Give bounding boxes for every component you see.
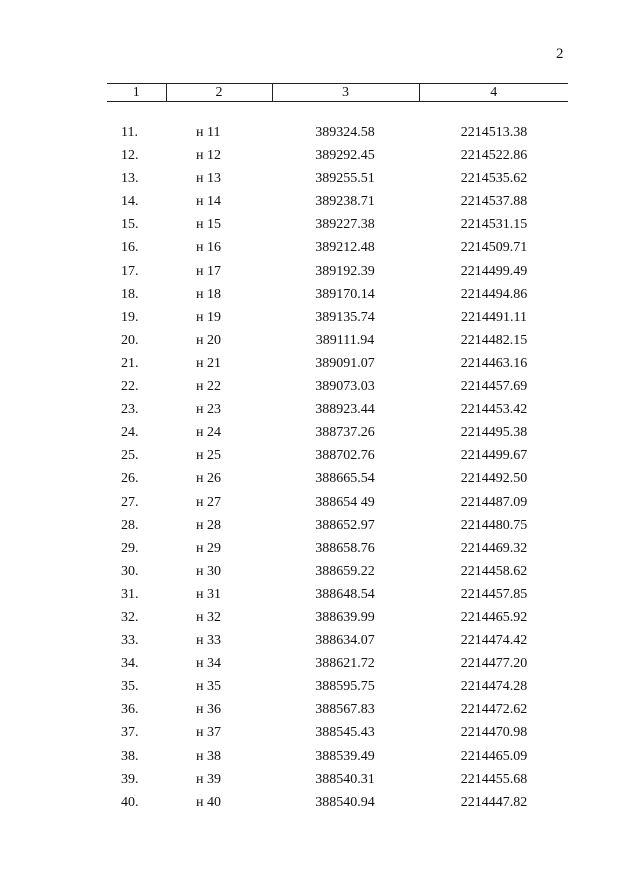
table-row <box>0 236 640 259</box>
point-id: н 26 <box>196 471 221 487</box>
coordinate-x: 388634.07 <box>315 633 375 649</box>
coordinate-y: 2214465.92 <box>460 609 528 625</box>
point-id: н 13 <box>196 171 221 187</box>
coordinate-x: 389227.38 <box>315 217 375 233</box>
coordinate-y: 2214487.09 <box>460 494 528 510</box>
coordinate-x: 389192.39 <box>315 263 375 279</box>
point-id: н 30 <box>196 563 221 579</box>
coordinate-y: 2214531.15 <box>460 217 528 233</box>
coordinate-x: 389212.48 <box>315 240 375 256</box>
coordinate-y: 2214480.75 <box>460 517 528 533</box>
point-id: н 23 <box>196 402 221 418</box>
table-row <box>0 283 640 306</box>
row-number: 31. <box>121 586 139 602</box>
table-row <box>0 167 640 190</box>
table-row <box>0 629 640 652</box>
table-row <box>0 745 640 768</box>
coordinate-x: 389292.45 <box>315 148 375 164</box>
coordinate-x: 388702.76 <box>315 448 375 464</box>
table-row <box>0 190 640 213</box>
coordinate-y: 2214513.38 <box>460 125 528 140</box>
point-id: н 31 <box>196 586 221 602</box>
row-number: 23. <box>121 402 139 418</box>
point-id: н 19 <box>196 309 221 325</box>
point-id: н 27 <box>196 494 221 510</box>
coordinate-x: 389255.51 <box>315 171 375 187</box>
coordinate-y: 2214457.69 <box>460 379 528 395</box>
coordinate-x: 388923.44 <box>315 402 375 418</box>
row-number: 15. <box>121 217 139 233</box>
coordinate-y: 2214494.86 <box>460 286 528 302</box>
coordinate-y: 2214535.62 <box>460 171 528 187</box>
coordinate-x: 388658.76 <box>315 540 375 556</box>
row-number: 30. <box>121 563 139 579</box>
table-row <box>0 421 640 444</box>
coordinate-x: 388652.97 <box>315 517 375 533</box>
row-number: 34. <box>121 656 139 672</box>
row-number: 24. <box>121 425 139 441</box>
coordinate-y: 2214455.68 <box>460 771 528 787</box>
coordinate-x: 389073.03 <box>315 379 375 395</box>
table-row <box>0 514 640 537</box>
coordinate-y: 2214522.86 <box>460 148 528 164</box>
coordinate-y: 2214491.11 <box>461 309 527 325</box>
row-number: 40. <box>121 794 139 810</box>
row-number: 39. <box>121 771 139 787</box>
table-row <box>0 352 640 375</box>
coordinate-x: 388539.49 <box>315 748 375 764</box>
point-id: н 29 <box>196 540 221 556</box>
table-row <box>0 144 640 167</box>
table-row <box>0 467 640 490</box>
row-number: 18. <box>121 286 139 302</box>
table-row <box>0 583 640 606</box>
point-id: н 35 <box>196 679 221 695</box>
coordinate-y: 2214482.15 <box>460 332 528 348</box>
row-number: 12. <box>121 148 139 164</box>
coordinate-x: 388737.26 <box>315 425 375 441</box>
row-number: 27. <box>121 494 139 510</box>
point-id: н 40 <box>196 794 221 810</box>
table-row <box>0 560 640 583</box>
coordinate-x: 388665.54 <box>315 471 375 487</box>
row-number: 17. <box>121 263 139 279</box>
coordinate-y: 2214509.71 <box>460 240 528 256</box>
row-number: 16. <box>121 240 139 256</box>
coordinate-x: 388567.83 <box>315 702 375 718</box>
row-number: 33. <box>121 633 139 649</box>
coordinate-x: 388545.43 <box>315 725 375 741</box>
coordinate-y: 2214463.16 <box>460 355 528 371</box>
coordinate-y: 2214469.32 <box>460 540 528 556</box>
coordinate-x: 389324.58 <box>315 125 375 140</box>
point-id: н 12 <box>196 148 221 164</box>
point-id: н 37 <box>196 725 221 741</box>
row-number: 11. <box>121 125 138 140</box>
coordinate-x: 389238.71 <box>315 194 375 210</box>
table-row <box>0 444 640 467</box>
coordinate-y: 2214537.88 <box>460 194 528 210</box>
header-col-2: 2 <box>166 84 272 102</box>
table-row <box>0 791 640 814</box>
coordinate-x: 388654 49 <box>315 494 375 510</box>
header-col-3: 3 <box>272 84 419 102</box>
row-number: 19. <box>121 309 139 325</box>
row-number: 36. <box>121 702 139 718</box>
row-number: 35. <box>121 679 139 695</box>
point-id: н 32 <box>196 609 221 625</box>
table-body <box>0 121 640 814</box>
coordinate-y: 2214457.85 <box>460 586 528 602</box>
table-row <box>0 606 640 629</box>
coordinate-x: 388540.94 <box>315 794 375 810</box>
table-row <box>0 121 640 144</box>
point-id: н 39 <box>196 771 221 787</box>
coordinate-x: 389135.74 <box>315 309 375 325</box>
coordinate-x: 388648.54 <box>315 586 375 602</box>
coordinate-y: 2214492.50 <box>460 471 528 487</box>
coordinate-x: 389111.94 <box>315 332 375 348</box>
point-id: н 21 <box>196 355 221 371</box>
coordinate-y: 2214453.42 <box>460 402 528 418</box>
coordinate-y: 2214465.09 <box>460 748 528 764</box>
coordinate-y: 2214472.62 <box>460 702 528 718</box>
table-row <box>0 398 640 421</box>
row-number: 13. <box>121 171 139 187</box>
row-number: 32. <box>121 609 139 625</box>
point-id: н 34 <box>196 656 221 672</box>
point-id: н 20 <box>196 332 221 348</box>
row-number: 22. <box>121 379 139 395</box>
row-number: 38. <box>121 748 139 764</box>
point-id: н 22 <box>196 379 221 395</box>
point-id: н 17 <box>196 263 221 279</box>
table-row <box>0 768 640 791</box>
coordinate-y: 2214458.62 <box>460 563 528 579</box>
header-col-1: 1 <box>107 84 166 102</box>
coordinate-y: 2214495.38 <box>460 425 528 441</box>
table-header <box>107 83 568 102</box>
table-row <box>0 721 640 744</box>
row-number: 20. <box>121 332 139 348</box>
coordinate-x: 388595.75 <box>315 679 375 695</box>
coordinate-y: 2214447.82 <box>460 794 528 810</box>
point-id: н 33 <box>196 633 221 649</box>
point-id: н 18 <box>196 286 221 302</box>
header-row <box>107 84 568 102</box>
row-number: 28. <box>121 517 139 533</box>
coordinate-x: 388639.99 <box>315 609 375 625</box>
point-id: н 16 <box>196 240 221 256</box>
point-id: н 28 <box>196 517 221 533</box>
point-id: н 14 <box>196 194 221 210</box>
coordinate-x: 388621.72 <box>315 656 375 672</box>
row-number: 21. <box>121 355 139 371</box>
table-row <box>0 652 640 675</box>
row-number: 26. <box>121 471 139 487</box>
point-id: н 36 <box>196 702 221 718</box>
coordinate-x: 388540.31 <box>315 771 375 787</box>
table-row <box>0 491 640 514</box>
coordinate-x: 388659.22 <box>315 563 375 579</box>
table-row <box>0 306 640 329</box>
coordinate-x: 389091.07 <box>315 355 375 371</box>
table-row <box>0 260 640 283</box>
table-row <box>0 375 640 398</box>
point-id: н 11 <box>196 125 221 140</box>
page-number: 2 <box>556 46 564 62</box>
coordinate-y: 2214474.42 <box>460 633 528 649</box>
row-number: 14. <box>121 194 139 210</box>
point-id: н 25 <box>196 448 221 464</box>
point-id: н 38 <box>196 748 221 764</box>
row-number: 29. <box>121 540 139 556</box>
table-row <box>0 329 640 352</box>
row-number: 37. <box>121 725 139 741</box>
coordinate-y: 2214477.20 <box>460 656 528 672</box>
coordinate-y: 2214499.67 <box>460 448 528 464</box>
coordinate-x: 389170.14 <box>315 286 375 302</box>
table-row <box>0 698 640 721</box>
header-col-4: 4 <box>419 84 568 102</box>
row-number: 25. <box>121 448 139 464</box>
point-id: н 15 <box>196 217 221 233</box>
table-row <box>0 537 640 560</box>
table-row <box>0 213 640 236</box>
coordinate-y: 2214474.28 <box>460 679 528 695</box>
table-row <box>0 675 640 698</box>
point-id: н 24 <box>196 425 221 441</box>
coordinate-y: 2214499.49 <box>460 263 528 279</box>
coordinate-y: 2214470.98 <box>460 725 528 741</box>
